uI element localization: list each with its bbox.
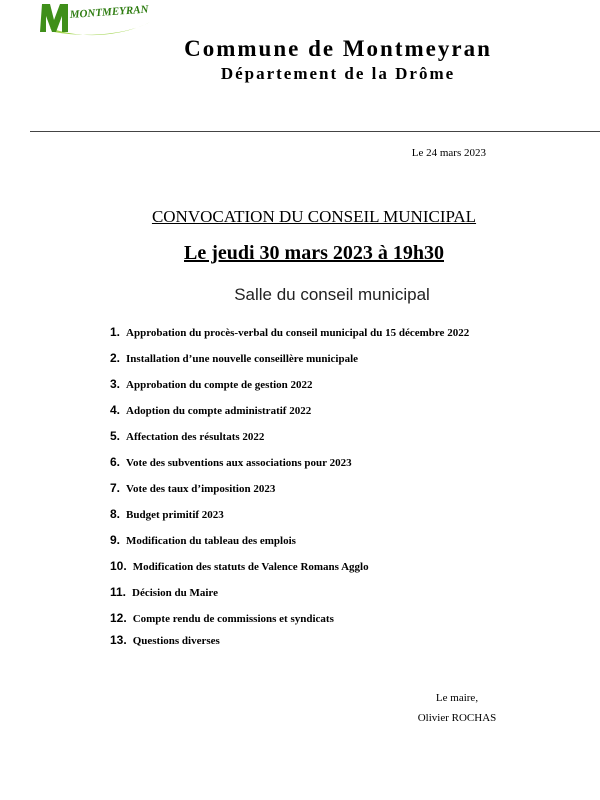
signature-block: [410, 688, 504, 728]
agenda-item-number: 8.: [110, 507, 121, 521]
agenda-item-text: Vote des subventions aux associations pour 2023: [126, 457, 352, 469]
agenda-item-text: Modification du tableau des emplois: [126, 535, 296, 547]
agenda-item-number: 3.: [110, 377, 121, 391]
agenda-item: [110, 478, 469, 504]
agenda-item-number: 2.: [110, 351, 121, 365]
agenda-item: [110, 348, 469, 374]
agenda-item-text: Approbation du procès-verbal du conseil municipal du 15 décembre 2022: [126, 327, 470, 339]
agenda-item: [110, 322, 469, 348]
commune-title: Commune de Montmeyran: [184, 36, 492, 61]
agenda-item-number: 5.: [110, 429, 121, 443]
logo-text: MONTMEYRAN: [69, 3, 149, 21]
agenda-item-text: Adoption du compte administratif 2022: [126, 405, 312, 417]
signature-name: Olivier ROCHAS: [417, 712, 497, 724]
convocation-title: CONVOCATION DU CONSEIL MUNICIPAL: [151, 207, 477, 226]
agenda-item-number: 7.: [110, 481, 121, 495]
agenda-item: [110, 374, 469, 400]
agenda-item: [110, 504, 469, 530]
agenda-item-text: Vote des taux d’imposition 2023: [126, 483, 276, 495]
agenda-item: [110, 556, 469, 582]
logo-leaf: [40, 4, 68, 32]
agenda-list: [110, 322, 469, 652]
agenda-item-number: 12.: [110, 611, 127, 625]
document-date: Le 24 mars 2023: [411, 147, 486, 159]
agenda-item: [110, 582, 469, 608]
agenda-item-text: Installation d’une nouvelle conseillère municipale: [126, 353, 359, 365]
agenda-item: [110, 630, 469, 652]
agenda-item: [110, 530, 469, 556]
header-divider: [30, 131, 600, 132]
meeting-datetime: Le jeudi 30 mars 2023 à 19h30: [184, 242, 444, 264]
agenda-item-number: 13.: [110, 633, 127, 647]
departement-subtitle: Département de la Drôme: [220, 64, 456, 83]
agenda-item-number: 9.: [110, 533, 121, 547]
agenda-item: [110, 608, 469, 630]
agenda-item-text: Décision du Maire: [132, 587, 218, 599]
signature-role: Le maire,: [435, 692, 479, 704]
agenda-item: [110, 452, 469, 478]
agenda-item: [110, 400, 469, 426]
agenda-item-number: 10.: [110, 559, 127, 573]
agenda-item-number: 1.: [110, 325, 121, 339]
agenda-item-text: Compte rendu de commissions et syndicats: [132, 613, 334, 625]
agenda-item-number: 4.: [110, 403, 121, 417]
agenda-item-number: 6.: [110, 455, 121, 469]
agenda-item-number: 11.: [110, 585, 127, 599]
agenda-item-text: Questions diverses: [132, 635, 220, 647]
agenda-item-text: Modification des statuts de Valence Romans Agglo: [132, 561, 369, 573]
agenda-item-text: Affectation des résultats 2022: [126, 431, 265, 443]
agenda-item-text: Budget primitif 2023: [126, 509, 224, 521]
agenda-item: [110, 426, 469, 452]
agenda-item-text: Approbation du compte de gestion 2022: [126, 379, 313, 391]
meeting-location: Salle du conseil municipal: [234, 285, 430, 304]
